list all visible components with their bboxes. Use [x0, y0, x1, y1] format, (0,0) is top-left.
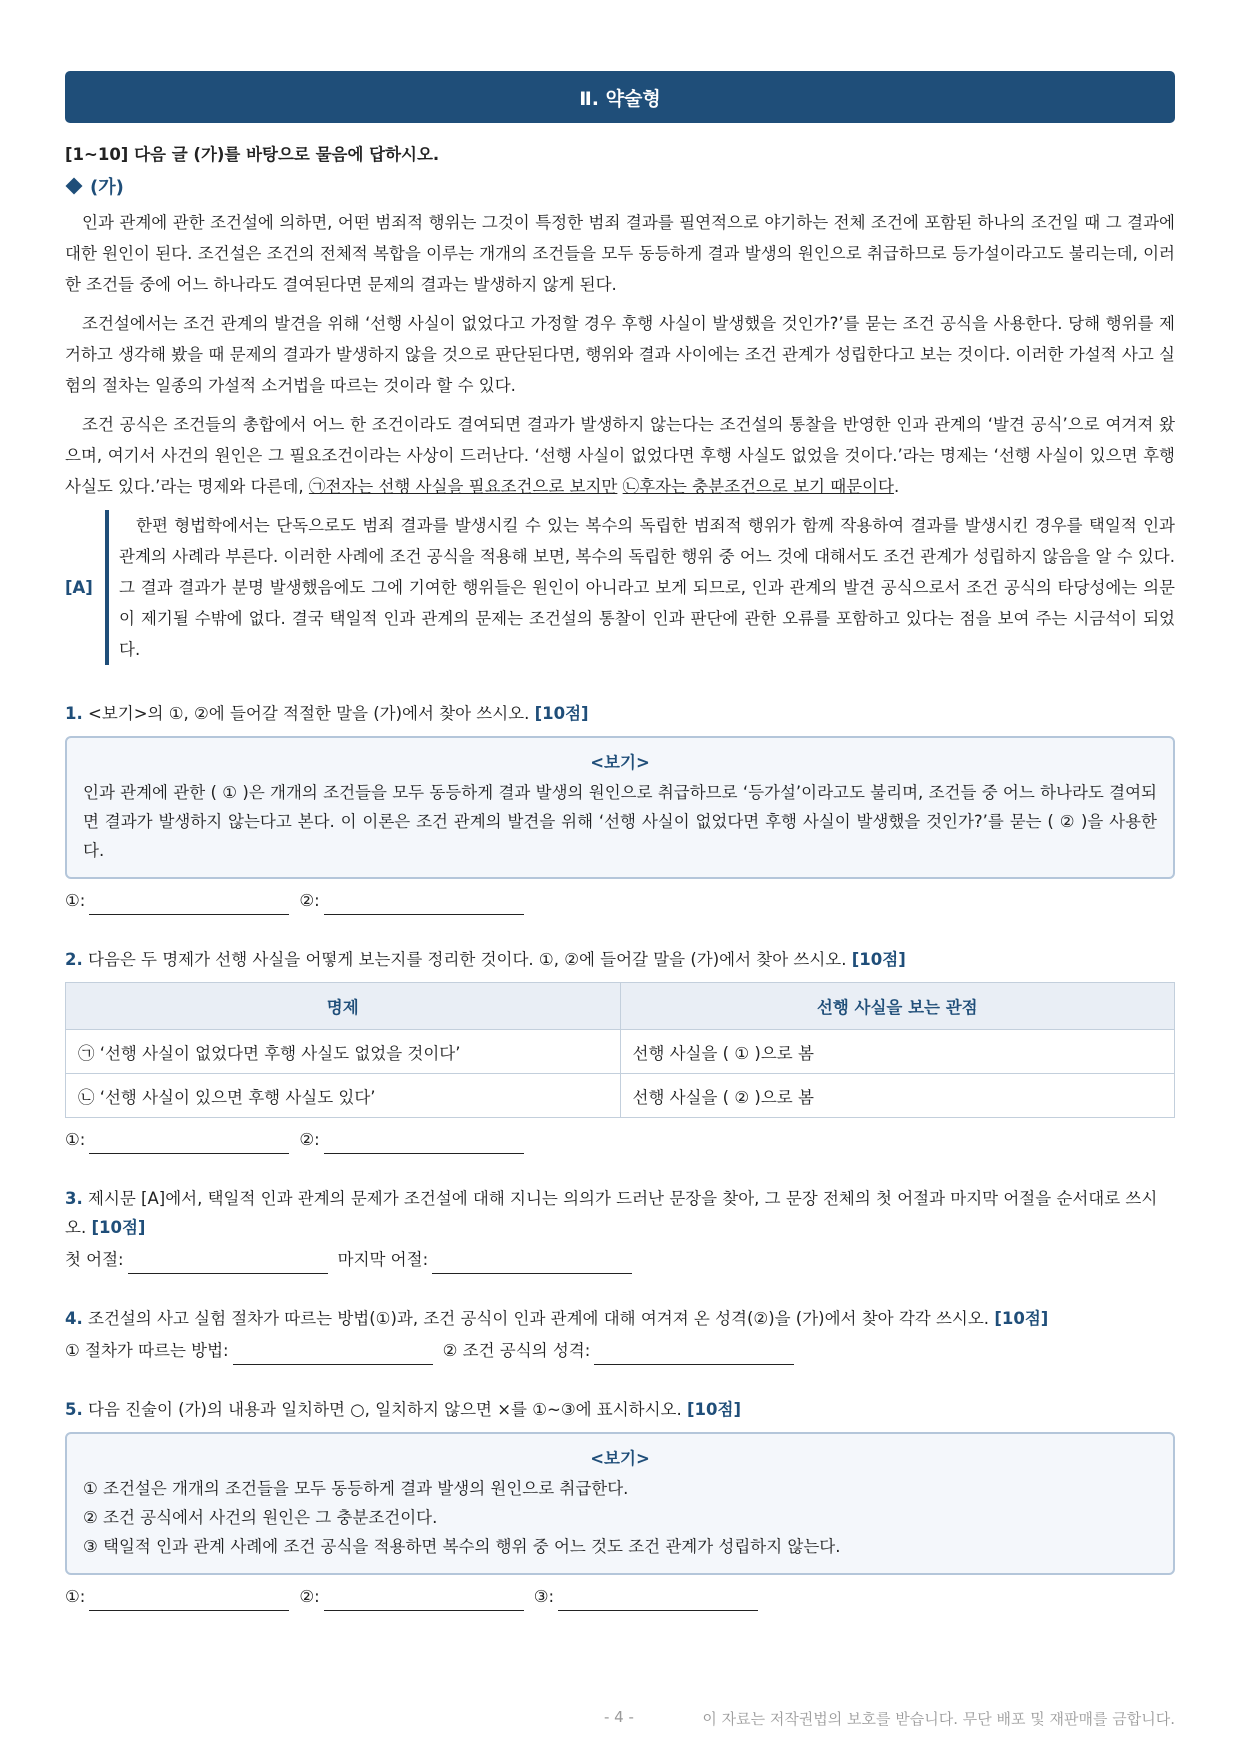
question-number: 3. [65, 1189, 83, 1208]
answer-label: ②: [299, 891, 320, 910]
table-cell: 선행 사실을 ( ② )으로 봄 [620, 1074, 1175, 1118]
question-points: [10점] [687, 1400, 741, 1419]
paragraph-1: 인과 관계에 관한 조건설에 의하면, 어떤 범죄적 행위는 그것이 특정한 범죄 결과를 필연적으로 야기하는 전체 조건에 포함된 하나의 조건일 때 그 결과에 대한 원인이 된다. 조건설은 조건의 전체적 복합을 이루는 개개의 조건들을 모두 동등하게 결과 발생의 원인으로 취급하므로 등가설이라고도 불리는데, 이러한 조건들 중에 어느 하나라도 결여된다면 문제의 결과는 발생하지 않게 된다. [65, 213, 1175, 294]
answer-label: ① 절차가 따르는 방법: [65, 1341, 229, 1360]
table-cell: 선행 사실을 ( ① )으로 봄 [620, 1030, 1175, 1074]
paragraph-3-end: . [893, 477, 900, 496]
question-number: 4. [65, 1309, 83, 1328]
question-points: [10점] [851, 950, 906, 969]
exam-page [65, 71, 1175, 1611]
paragraph-3 [65, 409, 1175, 502]
answer-label: 마지막 어절: [337, 1250, 429, 1269]
answer-label: 첫 어절: [65, 1250, 124, 1269]
table-cell: ㉡ ‘선행 사실이 있으면 후행 사실도 있다’ [66, 1074, 621, 1118]
question-3 [65, 1184, 1175, 1242]
table-cell: ㉠ ‘선행 사실이 없었다면 후행 사실도 없었을 것이다’ [66, 1030, 621, 1074]
answer-row-1 [65, 887, 1175, 915]
column-header: 명제 [66, 983, 621, 1030]
answer-blank[interactable] [233, 1344, 433, 1365]
statement-1: ① 조건설은 개개의 조건들을 모두 동등하게 결과 발생의 원인으로 취급한다. [83, 1479, 629, 1498]
passage-a-bar [105, 510, 109, 665]
passage-heading [65, 173, 1175, 199]
passage-a-label: [A] [65, 578, 93, 597]
paragraph-3-text: 조건 공식은 조건들의 총합에서 어느 한 조건이라도 결여되면 결과가 발생하지 않는다는 조건설의 통찰을 반영한 인과 관계의 ‘발견 공식’으로 여겨져 왔으며, 여기서 사건의 원인은 그 필요조건이라는 사상이 드러난다. ‘선행 사실이 없었다면 후행 사실도 없었을 것이다.’라는 명제는 ‘선행 사실이 있으면 후행 사실도 있다.’라는 명제와 다른데, [65, 415, 1175, 496]
answer-label: ①: [65, 891, 86, 910]
copyright-notice: 이 자료는 저작권법의 보호를 받습니다. 무단 배포 및 재판매를 금합니다. [702, 1710, 1175, 1728]
answer-blank[interactable] [324, 1590, 524, 1611]
question-text: <보기>의 ①, ②에 들어갈 적절한 말을 (가)에서 찾아 쓰시오. [88, 704, 530, 723]
underlined-phrase-1: ㉠전자는 선행 사실을 필요조건으로 보지만 [308, 477, 618, 496]
answer-blank[interactable] [558, 1590, 758, 1611]
passage-a-text: 한편 형법학에서는 단독으로도 범죄 결과를 발생시킬 수 있는 복수의 독립한 범죄적 행위가 함께 작용하여 결과를 발생시킨 경우를 택일적 인과 관계의 사례라 부른다. 이러한 사례에 조건 공식을 적용해 보면, 복수의 독립한 행위 중 어느 것에 대해서도 조건 관계가 성립하지 않음을 알 수 있다. 그 결과 결과가 분명 발생했음에도 그에 기여한 행위들은 원인이 아니라고 보게 되므로, 인과 관계의 발견 공식으로서 조건 공식의 타당성에는 의문이 제기될 수밖에 없다. 결국 택일적 인과 관계의 문제는 조건설의 통찰이 인과 판단에 관한 오류를 포함하고 있다는 점을 보여 주는 시금석이 되었다. [119, 516, 1175, 659]
question-points: [10점] [91, 1218, 146, 1237]
section-header [65, 71, 1175, 123]
section-title: Ⅱ. 약술형 [579, 87, 661, 110]
question-1 [65, 699, 1175, 728]
question-text: 다음 진술이 (가)의 내용과 일치하면 ○, 일치하지 않으면 ×를 ①~③에 표시하시오. [88, 1400, 682, 1419]
answer-blank[interactable] [324, 1133, 524, 1154]
instruction: [1~10] 다음 글 (가)를 바탕으로 물음에 답하시오. [65, 145, 440, 164]
answer-row-3 [65, 1246, 1175, 1274]
table-row [66, 1030, 1175, 1074]
bogi-box-1 [65, 736, 1175, 879]
question-2 [65, 945, 1175, 974]
bogi-box-5 [65, 1432, 1175, 1575]
passage-a [65, 510, 1175, 665]
answer-blank[interactable] [432, 1253, 632, 1274]
page-number: - 4 - [604, 1708, 634, 1726]
answer-label: ②: [299, 1587, 320, 1606]
answer-blank[interactable] [89, 894, 289, 915]
statement-3: ③ 택일적 인과 관계 사례에 조건 공식을 적용하면 복수의 행위 중 어느 것도 조건 관계가 성립하지 않는다. [83, 1537, 841, 1556]
answer-blank[interactable] [128, 1253, 328, 1274]
answer-label: ②: [299, 1130, 320, 1149]
answer-blank[interactable] [324, 894, 524, 915]
answer-label: ①: [65, 1587, 86, 1606]
question-text: 제시문 [A]에서, 택일적 인과 관계의 문제가 조건설에 대해 지니는 의의가 드러난 문장을 찾아, 그 문장 전체의 첫 어절과 마지막 어절을 순서대로 쓰시오. [65, 1189, 1158, 1237]
table-header-row [66, 983, 1175, 1030]
statement-2: ② 조건 공식에서 사건의 원인은 그 충분조건이다. [83, 1508, 438, 1527]
question-5 [65, 1395, 1175, 1424]
answer-blank[interactable] [89, 1133, 289, 1154]
answer-label: ② 조건 공식의 성격: [442, 1341, 591, 1360]
table-row [66, 1074, 1175, 1118]
question-number: 2. [65, 950, 83, 969]
diamond-icon [66, 178, 83, 195]
question-number: 5. [65, 1400, 83, 1419]
answer-label: ③: [533, 1587, 555, 1606]
question-number: 1. [65, 704, 83, 723]
bogi-text: 인과 관계에 관한 ( ① )은 개개의 조건들을 모두 동등하게 결과 발생의 원인으로 취급하므로 ‘등가설’이라고도 불리며, 조건들 중 어느 하나라도 결여되면 결과가 발생하지 않는다고 본다. 이 이론은 조건 관계의 발견을 위해 ‘선행 사실이 없었다면 후행 사실이 발생했을 것인가?’를 묻는 ( ② )을 사용한다. [83, 783, 1157, 860]
passage-label: (가) [90, 177, 124, 198]
paragraph-2: 조건설에서는 조건 관계의 발견을 위해 ‘선행 사실이 없었다고 가정할 경우 후행 사실이 발생했을 것인가?’를 묻는 조건 공식을 사용한다. 당해 행위를 제거하고 생각해 봤을 때 문제의 결과가 발생하지 않을 것으로 판단된다면, 행위와 결과 사이에는 조건 관계가 성립한다고 보는 것이다. 이러한 가설적 사고 실험의 절차는 일종의 가설적 소거법을 따르는 것이라 할 수 있다. [65, 314, 1175, 395]
column-header: 선행 사실을 보는 관점 [620, 983, 1175, 1030]
answer-row-2 [65, 1126, 1175, 1154]
answer-row-5 [65, 1583, 1175, 1611]
proposition-table [65, 982, 1175, 1118]
question-points: [10점] [534, 704, 589, 723]
question-text: 다음은 두 명제가 선행 사실을 어떻게 보는지를 정리한 것이다. ①, ②에 들어갈 말을 (가)에서 찾아 쓰시오. [88, 950, 847, 969]
answer-row-4 [65, 1337, 1175, 1365]
bogi-title: <보기> [590, 753, 650, 772]
answer-blank[interactable] [89, 1590, 289, 1611]
answer-blank[interactable] [594, 1344, 794, 1365]
bogi-title: <보기> [590, 1449, 650, 1468]
underlined-phrase-2: ㉡후자는 충분조건으로 보기 때문이다 [622, 477, 894, 496]
question-4 [65, 1304, 1175, 1333]
question-points: [10점] [994, 1309, 1049, 1328]
question-text: 조건설의 사고 실험 절차가 따르는 방법(①)과, 조건 공식이 인과 관계에 대해 여겨져 온 성격(②)을 (가)에서 찾아 각각 쓰시오. [88, 1309, 990, 1328]
answer-label: ①: [65, 1130, 86, 1149]
